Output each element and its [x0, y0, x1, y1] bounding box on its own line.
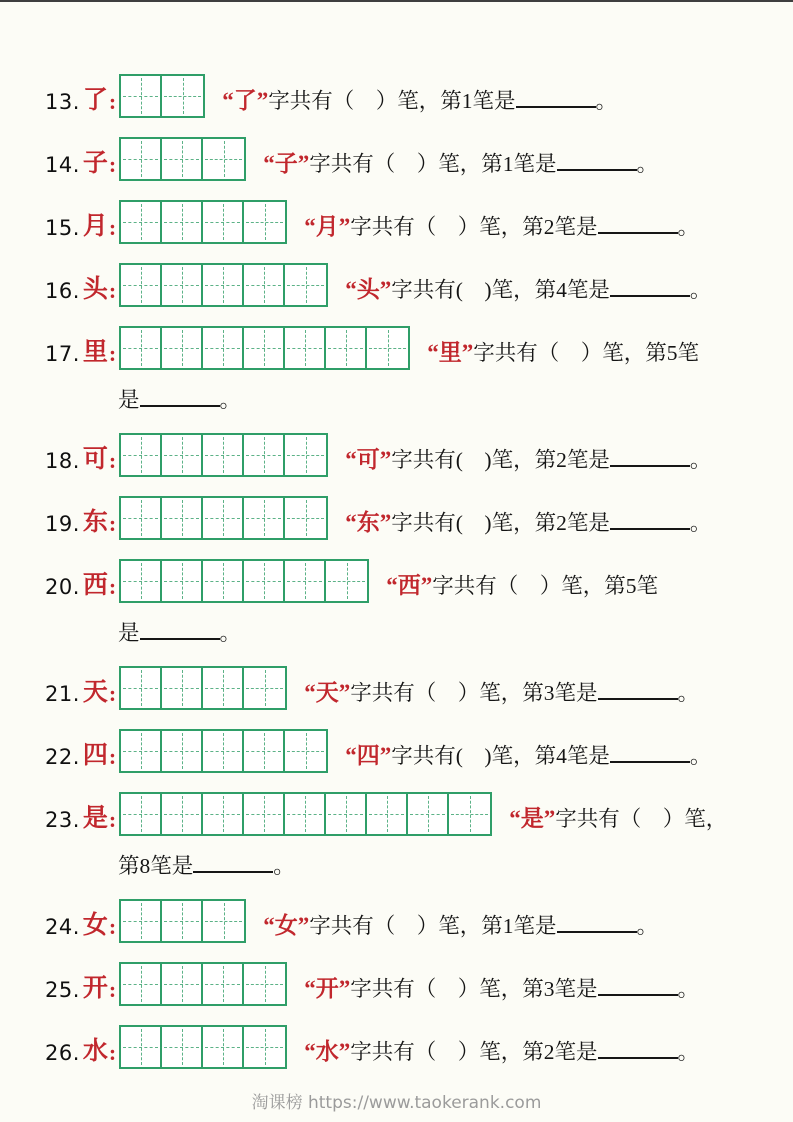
colon-mark: : — [108, 977, 117, 1002]
question-line-2 — [118, 383, 779, 414]
period-mark: 。 — [689, 448, 712, 472]
question-row — [45, 326, 779, 414]
page-top-border — [0, 0, 793, 2]
practice-cell[interactable] — [244, 498, 285, 538]
question-number: 21. — [45, 682, 80, 706]
question-row — [45, 962, 779, 1006]
period-mark: 。 — [636, 914, 659, 938]
practice-cell[interactable] — [121, 561, 162, 601]
question-line-1 — [45, 729, 779, 773]
question-text: 字共有（ ）笔，第2笔是 — [350, 215, 598, 239]
practice-cell[interactable] — [285, 265, 326, 305]
colon-mark: : — [108, 89, 117, 114]
answer-blank[interactable] — [598, 229, 678, 234]
target-character: 水 — [82, 1038, 108, 1065]
period-mark: 。 — [636, 152, 659, 176]
period-mark: 。 — [273, 854, 295, 878]
colon-mark: : — [108, 574, 117, 599]
writing-grid[interactable] — [119, 962, 287, 1006]
practice-cell[interactable] — [285, 561, 326, 601]
practice-cell[interactable] — [244, 435, 285, 475]
target-character: 东 — [82, 509, 108, 536]
practice-cell[interactable] — [121, 901, 162, 941]
practice-cell[interactable] — [162, 265, 203, 305]
question-text: 字共有( )笔，第2笔是 — [391, 511, 610, 535]
practice-cell[interactable] — [121, 1027, 162, 1067]
practice-cell[interactable] — [203, 498, 244, 538]
question-text-continued: 是 — [118, 388, 140, 412]
period-mark: 。 — [689, 511, 712, 535]
practice-cell[interactable] — [326, 561, 367, 601]
practice-cell[interactable] — [162, 794, 203, 834]
quoted-character: “四” — [345, 743, 392, 768]
practice-cell[interactable] — [244, 964, 285, 1004]
question-row — [45, 200, 779, 244]
question-line-1 — [45, 263, 779, 307]
answer-blank[interactable] — [610, 525, 690, 530]
answer-blank[interactable] — [516, 103, 596, 108]
quoted-character: “头” — [345, 277, 392, 302]
practice-cell[interactable] — [203, 964, 244, 1004]
quoted-character: “了” — [222, 88, 269, 113]
period-mark: 。 — [677, 977, 700, 1001]
target-character: 女 — [82, 912, 108, 939]
question-line-1 — [45, 1025, 779, 1069]
period-mark: 。 — [219, 388, 242, 412]
quoted-character: “天” — [304, 680, 351, 705]
practice-cell[interactable] — [285, 328, 326, 368]
target-character: 四 — [82, 742, 108, 769]
question-text: 字共有( )笔，第2笔是 — [391, 448, 610, 472]
colon-mark: : — [108, 448, 117, 473]
question-row — [45, 729, 779, 773]
practice-cell[interactable] — [203, 561, 244, 601]
question-text-wrap — [345, 271, 711, 307]
writing-grid[interactable] — [119, 1025, 287, 1069]
practice-cell[interactable] — [162, 76, 203, 116]
quoted-character: “子” — [263, 151, 310, 176]
question-text: 字共有（ ）笔，第2笔是 — [350, 1040, 598, 1064]
practice-cell[interactable] — [203, 328, 244, 368]
question-line-1 — [45, 433, 779, 477]
question-text-continued: 第8笔是 — [118, 854, 194, 878]
question-row — [45, 74, 779, 118]
question-row — [45, 792, 779, 880]
practice-cell[interactable] — [121, 202, 162, 242]
question-line-1 — [45, 496, 779, 540]
question-text: 字共有( )笔，第4笔是 — [391, 278, 610, 302]
question-number: 17. — [45, 342, 80, 366]
colon-mark: : — [108, 215, 117, 240]
practice-cell[interactable] — [244, 1027, 285, 1067]
question-number: 18. — [45, 449, 80, 473]
question-text: 字共有（ ）笔， — [555, 807, 728, 831]
question-line-1 — [45, 74, 779, 118]
period-mark: 。 — [689, 278, 712, 302]
practice-cell[interactable] — [244, 731, 285, 771]
question-text-wrap — [304, 208, 699, 244]
question-text-wrap — [304, 970, 699, 1006]
colon-mark: : — [108, 744, 117, 769]
writing-grid[interactable] — [119, 899, 246, 943]
writing-grid[interactable] — [119, 792, 492, 836]
practice-cell[interactable] — [203, 1027, 244, 1067]
colon-mark: : — [108, 807, 117, 832]
question-row — [45, 263, 779, 307]
question-number: 20. — [45, 575, 80, 599]
question-number: 16. — [45, 279, 80, 303]
question-row — [45, 433, 779, 477]
quoted-character: “西” — [386, 573, 433, 598]
answer-blank[interactable] — [598, 1054, 678, 1059]
question-row — [45, 666, 779, 710]
question-text: 字共有( )笔，第4笔是 — [391, 744, 610, 768]
question-text-wrap — [509, 800, 727, 836]
quoted-character: “东” — [345, 510, 392, 535]
practice-cell[interactable] — [203, 668, 244, 708]
question-row — [45, 137, 779, 181]
answer-blank[interactable] — [140, 635, 220, 640]
answer-blank[interactable] — [610, 292, 690, 297]
target-character: 月 — [82, 213, 108, 240]
practice-cell[interactable] — [162, 901, 203, 941]
writing-grid[interactable] — [119, 326, 410, 370]
practice-cell[interactable] — [162, 328, 203, 368]
question-line-1 — [45, 137, 779, 181]
practice-cell[interactable] — [121, 964, 162, 1004]
question-line-1 — [45, 559, 779, 603]
question-row — [45, 899, 779, 943]
period-mark: 。 — [595, 89, 618, 113]
question-number: 26. — [45, 1041, 80, 1065]
practice-cell[interactable] — [162, 964, 203, 1004]
question-text: 字共有（ ）笔，第5笔 — [432, 574, 659, 598]
question-text: 字共有（ ）笔，第1笔是 — [268, 89, 516, 113]
target-character: 天 — [82, 679, 108, 706]
practice-cell[interactable] — [162, 435, 203, 475]
target-character: 西 — [82, 572, 108, 599]
answer-blank[interactable] — [557, 928, 637, 933]
quoted-character: “里” — [427, 340, 474, 365]
colon-mark: : — [108, 511, 117, 536]
practice-cell[interactable] — [162, 139, 203, 179]
question-text-wrap — [345, 737, 711, 773]
question-text-wrap — [263, 907, 658, 943]
question-text-wrap — [427, 334, 699, 370]
practice-cell[interactable] — [244, 561, 285, 601]
practice-cell[interactable] — [285, 498, 326, 538]
question-text-wrap — [304, 1033, 699, 1069]
practice-cell[interactable] — [244, 794, 285, 834]
practice-cell[interactable] — [285, 731, 326, 771]
question-line-1 — [45, 899, 779, 943]
target-character: 了 — [82, 87, 108, 114]
question-line-1 — [45, 200, 779, 244]
practice-cell[interactable] — [203, 265, 244, 305]
answer-blank[interactable] — [610, 462, 690, 467]
quoted-character: “是” — [509, 806, 556, 831]
practice-cell[interactable] — [244, 265, 285, 305]
writing-grid[interactable] — [119, 729, 328, 773]
practice-cell[interactable] — [203, 794, 244, 834]
colon-mark: : — [108, 341, 117, 366]
colon-mark: : — [108, 1040, 117, 1065]
target-character: 里 — [82, 339, 108, 366]
practice-cell[interactable] — [162, 498, 203, 538]
question-text: 字共有（ ）笔，第1笔是 — [309, 152, 557, 176]
practice-cell[interactable] — [121, 265, 162, 305]
practice-cell[interactable] — [162, 202, 203, 242]
practice-cell[interactable] — [203, 435, 244, 475]
answer-blank[interactable] — [193, 868, 273, 873]
question-text-wrap — [345, 504, 711, 540]
practice-cell[interactable] — [121, 498, 162, 538]
practice-cell[interactable] — [162, 1027, 203, 1067]
colon-mark: : — [108, 278, 117, 303]
answer-blank[interactable] — [557, 166, 637, 171]
answer-blank[interactable] — [598, 695, 678, 700]
question-row — [45, 496, 779, 540]
question-text-wrap — [263, 145, 658, 181]
practice-cell[interactable] — [449, 794, 490, 834]
practice-cell[interactable] — [162, 561, 203, 601]
question-row — [45, 559, 779, 647]
period-mark: 。 — [677, 1040, 700, 1064]
colon-mark: : — [108, 152, 117, 177]
practice-cell[interactable] — [162, 668, 203, 708]
question-number: 15. — [45, 216, 80, 240]
writing-grid[interactable] — [119, 137, 246, 181]
colon-mark: : — [108, 914, 117, 939]
practice-cell[interactable] — [244, 202, 285, 242]
practice-cell[interactable] — [326, 328, 367, 368]
question-row — [45, 1025, 779, 1069]
question-text: 字共有（ ）笔，第3笔是 — [350, 977, 598, 1001]
question-number: 22. — [45, 745, 80, 769]
question-text-wrap — [386, 567, 658, 603]
target-character: 子 — [82, 150, 108, 177]
practice-cell[interactable] — [367, 328, 408, 368]
writing-grid[interactable] — [119, 496, 328, 540]
practice-cell[interactable] — [203, 139, 244, 179]
question-text-continued: 是 — [118, 621, 140, 645]
quoted-character: “水” — [304, 1039, 351, 1064]
writing-grid[interactable] — [119, 666, 287, 710]
practice-cell[interactable] — [162, 731, 203, 771]
question-line-2 — [118, 849, 779, 880]
question-text-wrap — [345, 441, 711, 477]
practice-cell[interactable] — [121, 139, 162, 179]
practice-cell[interactable] — [203, 901, 244, 941]
question-text: 字共有（ ）笔，第3笔是 — [350, 681, 598, 705]
writing-grid[interactable] — [119, 433, 328, 477]
practice-cell[interactable] — [121, 668, 162, 708]
quoted-character: “月” — [304, 214, 351, 239]
question-number: 25. — [45, 978, 80, 1002]
writing-grid[interactable] — [119, 74, 205, 118]
practice-cell[interactable] — [121, 435, 162, 475]
practice-cell[interactable] — [121, 794, 162, 834]
answer-blank[interactable] — [610, 758, 690, 763]
question-line-1 — [45, 962, 779, 1006]
question-text-wrap — [304, 674, 699, 710]
question-text: 字共有（ ）笔，第5笔 — [473, 341, 700, 365]
quoted-character: “女” — [263, 913, 310, 938]
practice-cell[interactable] — [367, 794, 408, 834]
period-mark: 。 — [677, 215, 700, 239]
practice-cell[interactable] — [408, 794, 449, 834]
writing-grid[interactable] — [119, 200, 287, 244]
target-character: 开 — [82, 975, 108, 1002]
target-character: 头 — [82, 276, 108, 303]
writing-grid[interactable] — [119, 263, 328, 307]
question-text: 字共有（ ）笔，第1笔是 — [309, 914, 557, 938]
practice-cell[interactable] — [326, 794, 367, 834]
question-line-1 — [45, 792, 779, 836]
colon-mark: : — [108, 681, 117, 706]
footer-credit: 淘课榜 https://www.taokerank.com — [251, 1093, 542, 1113]
practice-cell[interactable] — [244, 668, 285, 708]
question-line-1 — [45, 326, 779, 370]
writing-grid[interactable] — [119, 559, 369, 603]
answer-blank[interactable] — [598, 991, 678, 996]
period-mark: 。 — [219, 621, 242, 645]
question-text-wrap — [222, 82, 617, 118]
period-mark: 。 — [677, 681, 700, 705]
practice-cell[interactable] — [285, 794, 326, 834]
quoted-character: “开” — [304, 976, 351, 1001]
target-character: 可 — [82, 446, 108, 473]
question-number: 23. — [45, 808, 80, 832]
practice-cell[interactable] — [285, 435, 326, 475]
question-number: 13. — [45, 90, 80, 114]
practice-cell[interactable] — [203, 202, 244, 242]
question-line-2 — [118, 616, 779, 647]
practice-cell[interactable] — [244, 328, 285, 368]
practice-cell[interactable] — [121, 731, 162, 771]
practice-cell[interactable] — [203, 731, 244, 771]
question-number: 24. — [45, 915, 80, 939]
answer-blank[interactable] — [140, 402, 220, 407]
quoted-character: “可” — [345, 447, 392, 472]
question-number: 14. — [45, 153, 80, 177]
practice-cell[interactable] — [121, 76, 162, 116]
practice-cell[interactable] — [121, 328, 162, 368]
target-character: 是 — [82, 805, 108, 832]
question-number: 19. — [45, 512, 80, 536]
question-line-1 — [45, 666, 779, 710]
period-mark: 。 — [689, 744, 712, 768]
